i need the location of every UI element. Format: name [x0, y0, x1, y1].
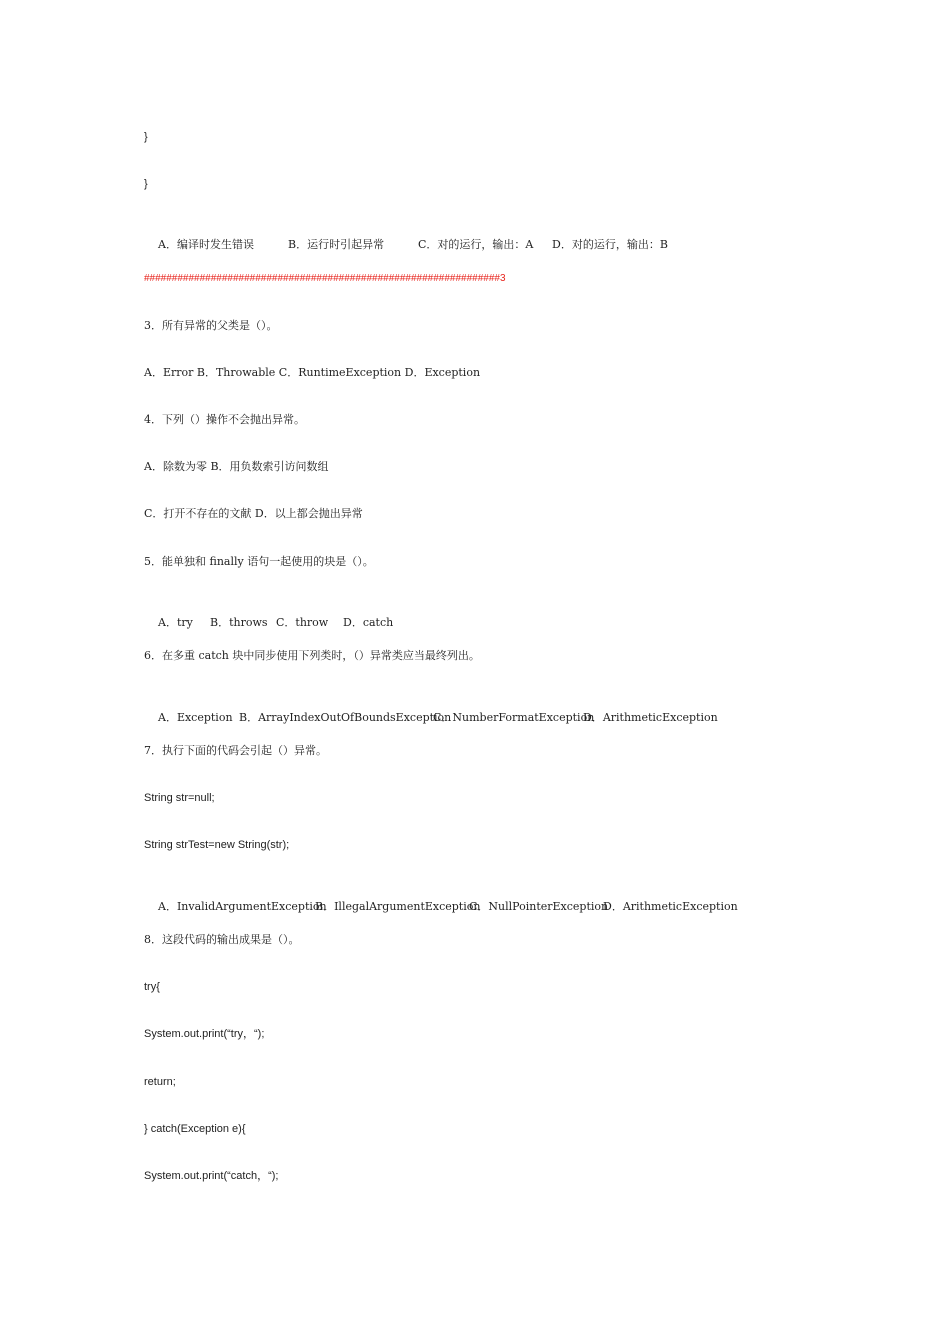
q7-options: [144, 886, 738, 928]
code-line: return;: [144, 1076, 176, 1088]
option-a: A．Exception: [158, 711, 233, 724]
option-a: A．InvalidArgumentException: [158, 900, 327, 913]
q4-options-row2: C．打开不存在的文献 D．以上都会抛出异常: [144, 507, 363, 520]
q2-options: [144, 224, 668, 266]
option-a: A．编译时发生错误: [158, 238, 254, 251]
question-5: 5．能单独和 finally 语句一起使用的块是（）。: [144, 555, 374, 568]
question-4: 4．下列（）操作不会抛出异常。: [144, 413, 305, 426]
option-c: C．NullPointerException: [469, 900, 609, 913]
q4-options-row1: A．除数为零 B．用负数索引访问数组: [144, 460, 329, 473]
option-d: D．对的运行，输出：B: [552, 238, 668, 251]
closing-brace: }: [144, 178, 148, 190]
code-line: System.out.print(“catch，“);: [144, 1170, 279, 1182]
q5-options: [144, 602, 393, 644]
question-8: 8．这段代码的输出成果是（）。: [144, 933, 300, 946]
option-d: D．catch: [343, 616, 394, 629]
option-c: C．对的运行，输出：A: [418, 238, 534, 251]
option-b: B．ArrayIndexOutOfBoundsException: [239, 711, 452, 724]
closing-brace: }: [144, 131, 148, 143]
option-b: B．IllegalArgumentException: [315, 900, 481, 913]
question-3: 3．所有异常的父类是（）。: [144, 319, 278, 332]
q3-options: A．Error B．Throwable C．RuntimeException D．Exception: [144, 366, 481, 379]
question-7: 7．执行下面的代码会引起（）异常。: [144, 744, 327, 757]
separator-line: ################################################################3: [144, 273, 506, 284]
option-d: D．ArithmeticException: [583, 711, 718, 724]
option-c: C．throw: [276, 616, 329, 629]
code-line: } catch(Exception e){: [144, 1123, 246, 1135]
question-6: 6．在多重 catch 块中同步使用下列类时，（）异常类应当最终列出。: [144, 649, 480, 662]
option-b: B．throws: [210, 616, 268, 629]
code-line: String strTest=new String(str);: [144, 839, 290, 851]
code-line: String str=null;: [144, 792, 215, 804]
option-a: A．try: [158, 616, 193, 629]
option-b: B．运行时引起异常: [288, 238, 385, 251]
option-d: D．ArithmeticException: [603, 900, 738, 913]
code-line: System.out.print(“try，“);: [144, 1028, 265, 1040]
option-c: C．NumberFormatException: [433, 711, 595, 724]
code-line: try{: [144, 981, 160, 993]
q6-options: [144, 697, 718, 739]
